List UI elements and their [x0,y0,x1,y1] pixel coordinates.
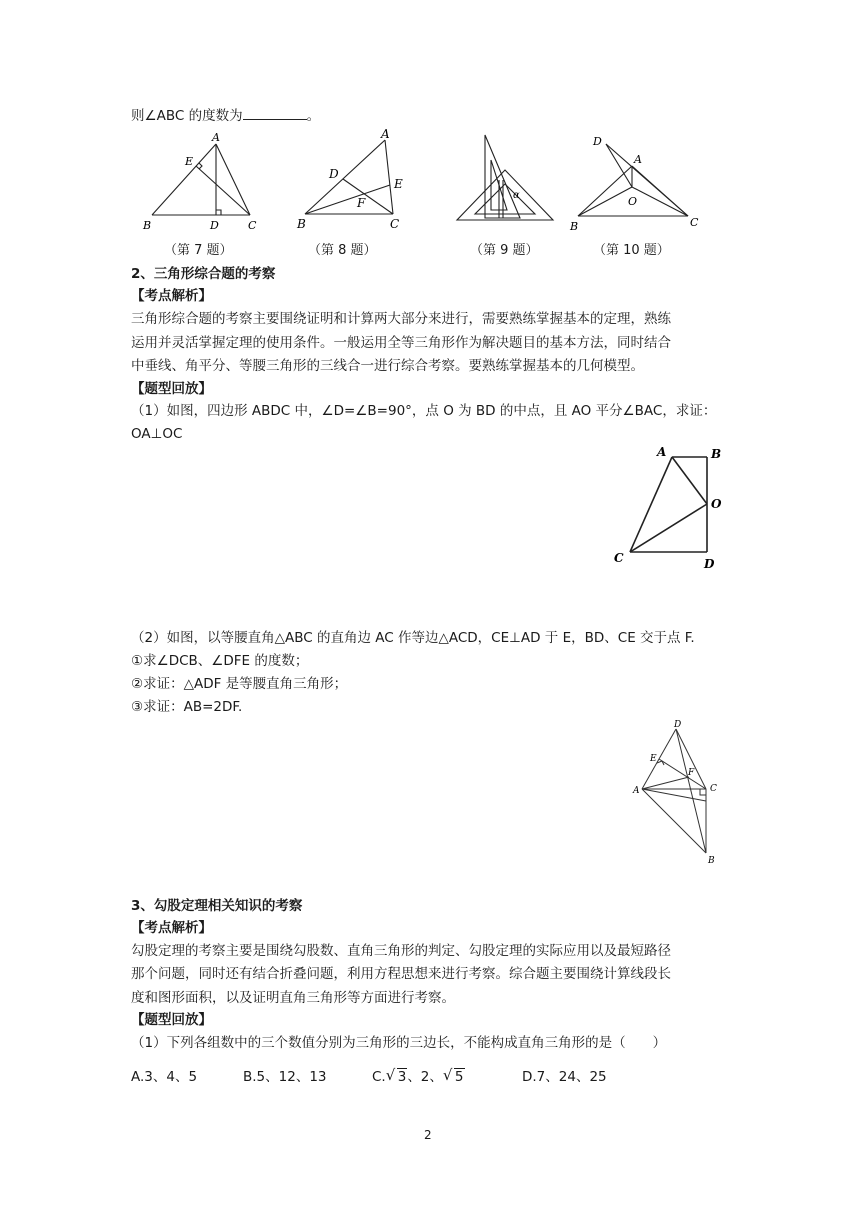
fig8-label-f: F [357,196,366,210]
q2-label-a: A [633,786,640,796]
q1-label-a: A [657,445,667,459]
section2-q2-line-3: ②求证：△ADF 是等腰直角三角形； [131,676,348,692]
fig7-label-e: E [185,155,194,168]
section3-analysis-line-2: 那个问题，同时还有结合折叠问题，利用方程思想来进行考察。综合题主要围绕计算线段长 [131,966,671,982]
fig7-label-b: B [143,219,152,232]
fig10-label-c: C [690,216,699,229]
fig8-label-c: C [390,217,400,231]
q1-label-o: O [711,497,722,511]
option-c-prefix: C. [372,1069,386,1085]
fig7-label-c: C [248,219,257,232]
figure-9 [455,130,555,225]
section2-analysis-line-2: 运用并灵活掌握定理的使用条件。一般运用全等三角形作为解决题目的基本方法，同时结合 [131,335,671,351]
figure-10 [568,130,703,235]
fig10-label-a: A [634,153,642,166]
section2-q2-line-4: ③求证：AB=2DF. [131,699,243,715]
fig8-label-b: B [297,217,306,231]
sqrt-symbol: √ [442,1066,453,1084]
fig10-label-o: O [628,195,638,208]
section3-analysis-line-1: 勾股定理的考察主要是围绕勾股数、直角三角形的判定、勾股定理的实际应用以及最短路径 [131,943,671,959]
section2-q1-line-2: OA⊥OC [131,426,183,442]
sqrt-5-radicand: 5 [454,1069,464,1085]
question-tail-end: 。 [306,108,321,124]
section2-analysis-line-1: 三角形综合题的考察主要围绕证明和计算两大部分来进行，需要熟练掌握基本的定理，熟练 [131,311,671,327]
section2-q2-line-1: （2）如图，以等腰直角△ABC 的直角边 AC 作等边△ACD，CE⊥AD 于 E，BD、CE 交于点 F. [131,630,695,646]
fig8-label-e: E [394,177,403,191]
section2-q2-figure [628,715,728,865]
section3-q1-line: （1）下列各组数中的三个数值分别为三角形的三边长，不能构成直角三角形的是（ ） [131,1035,667,1051]
option-b: B.5、12、13 [243,1069,327,1085]
section2-analysis-line-3: 中垂线、角平分、等腰三角形的三线合一进行综合考察。要熟练掌握基本的几何模型。 [131,358,644,374]
q1-label-c: C [614,551,624,565]
question-tail-line [131,105,320,127]
question-tail-text: 则∠ABC 的度数为 [131,108,243,124]
figure-8 [295,128,415,236]
q1-label-b: B [711,447,722,461]
section2-title: 2、三角形综合题的考察 [131,266,276,282]
fig10-label-b: B [570,220,579,233]
section2-q2-line-2: ①求∠DCB、∠DFE 的度数； [131,653,309,669]
option-c-sep: 、2、 [407,1069,443,1085]
q1-label-d: D [704,557,715,571]
caption-fig9: （第 9 题） [470,243,539,258]
caption-fig7: （第 7 题） [164,243,233,258]
section2-q1-line-1: （1）如图，四边形 ABDC 中，∠D=∠B=90°，点 O 为 BD 的中点，且 AO 平分∠BAC，求证： [131,403,717,419]
q2-label-f: F [688,768,695,778]
sqrt-3-radicand: 3 [397,1069,407,1085]
option-c [372,1066,465,1088]
section3-analysis-line-3: 度和图形面积，以及证明直角三角形等方面进行考察。 [131,990,455,1006]
fig8-label-d: D [329,167,339,181]
sqrt-symbol: √ [385,1066,396,1084]
option-d: D.7、24、25 [522,1069,607,1085]
sqrt-3 [386,1066,408,1088]
section2-analysis-heading: 【考点解析】 [131,288,212,304]
section2-review-heading: 【题型回放】 [131,381,212,397]
fig10-label-d: D [593,135,602,148]
caption-fig10: （第 10 题） [593,243,670,258]
q2-label-b: B [708,856,715,866]
q2-label-c: C [710,784,717,794]
option-a: A.3、4、5 [131,1069,198,1085]
caption-fig8: （第 8 题） [308,243,377,258]
answer-blank [243,106,307,120]
page-number: 2 [424,1128,432,1142]
section3-analysis-heading: 【考点解析】 [131,920,212,936]
fig7-label-a: A [212,131,220,144]
fig7-label-d: D [210,219,219,232]
section2-q1-figure [610,442,735,572]
section3-title: 3、勾股定理相关知识的考察 [131,898,303,914]
sqrt-5 [443,1066,465,1088]
fig8-label-a: A [381,127,390,141]
q2-label-e: E [650,754,657,764]
q2-label-d: D [674,720,682,730]
figure-7 [140,130,270,235]
section3-review-heading: 【题型回放】 [131,1012,212,1028]
fig9-label-alpha: α [513,190,520,201]
